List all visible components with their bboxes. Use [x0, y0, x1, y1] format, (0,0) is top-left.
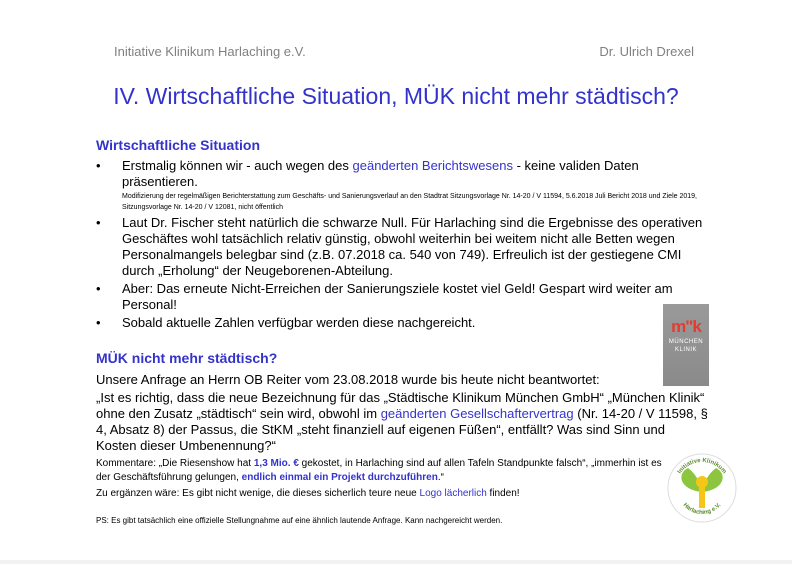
quote-text: (Nr. 14-20 / V 11598, § 4, Absatz 8) der Passus, die StKM „steht finanziell auf eigenen Füßen“, entfällt? Was sind Sinn und Kosten dieser Umbenennung?“	[96, 406, 708, 453]
comment-text: Kommentare: „Die Riesenshow hat	[96, 458, 254, 469]
bullet-glyph: •	[96, 281, 101, 296]
header-organization: Initiative Klinikum Harlaching e.V.	[114, 44, 306, 59]
quote-paragraph	[96, 390, 708, 454]
bullet-glyph: •	[96, 315, 101, 330]
flower-head-icon	[696, 476, 708, 488]
comments-paragraph	[96, 457, 666, 485]
addendum-paragraph	[96, 487, 666, 501]
link-berichtswesen[interactable]: geänderten Berichtswesens	[352, 158, 513, 173]
bullet-item	[96, 158, 706, 190]
bullet-item	[96, 215, 706, 279]
bullet-list	[96, 158, 706, 331]
comment-text: gekostet, in Harlaching sind auf allen Tafeln Standpunkte falsch“, „immerhin ist es der Geschäftsführung gelungen,	[96, 458, 662, 483]
bullet-text: - keine validen Daten präsentieren.	[122, 158, 639, 189]
bullet-item	[96, 315, 706, 331]
footnote-reference: Modifizierung der regelmäßigen Berichterstattung zum Geschäfts- und Sanierungsverlauf an den Stadtrat Sitzungsvorlage Nr. 14-20 / V 11594, 5.6.2018 Juli Bericht 2018 und Ziele 2019, Sitzungsvorlage Nr. 14-20 / V 12081, nicht öffentlich	[122, 193, 697, 211]
ps-note: PS: Es gibt tatsächlich eine offizielle Stellungnahme auf eine ähnlich lautende Anfrage. Kann nachgereicht werden.	[96, 516, 503, 525]
logo-line2: KLINIK	[674, 347, 697, 353]
bullet-item	[96, 281, 706, 313]
flower-stem-icon	[699, 486, 705, 508]
slide-title: IV. Wirtschaftliche Situation, MÜK nicht mehr städtisch?	[113, 83, 679, 109]
seal-bottom-text: Harlaching e.V.	[681, 502, 723, 517]
quote-text: „Ist es richtig, dass die neue Bezeichnung für das „Städtische Klinikum München GmbH“ „München Klinik“ ohne den Zusatz „städtisch“ sein wird, obwohl im	[96, 390, 705, 421]
logo-line1: MÜNCHEN	[668, 339, 704, 345]
seal-top-text: Initiative Klinikum	[676, 457, 728, 476]
section-heading-wirtschaftliche-situation: Wirtschaftliche Situation	[96, 137, 261, 153]
logo-mark: m"k	[671, 317, 701, 336]
intro-text: Unsere Anfrage an Herrn OB Reiter vom 23.08.2018 wurde bis heute nicht beantwortet:	[96, 372, 600, 387]
comment-highlight: endlich einmal ein Projekt durchzuführen	[241, 472, 438, 483]
bullet-text: Erstmalig können wir - auch wegen des	[122, 158, 353, 173]
comment-amount: 1,3 Mio. €	[253, 458, 299, 469]
bullet-glyph: •	[96, 158, 101, 173]
header-author: Dr. Ulrich Drexel	[599, 44, 694, 59]
bullet-text: Laut Dr. Fischer steht natürlich die schwarze Null. Für Harlaching sind die Ergebnisse des operativen Geschäftes wohl tatsächlich relativ günstig, obwohl weiterhin bei weitem nicht alle Betten wegen Personalmangels belegbar sind (z.B. 07.2018 ca. 540 von 749). Erfreulich ist der gestiegene CMI durch „Erholung“ der Neugeborenen-Abteilung.	[122, 215, 703, 278]
addendum-text: Zu ergänzen wäre: Es gibt nicht wenige, die dieses sicherlich teure neue	[96, 488, 420, 499]
initiative-seal-logo	[666, 452, 738, 524]
bullet-text: Sobald aktuelle Zahlen verfügbar werden diese nachgereicht.	[122, 315, 476, 330]
addendum-text: finden!	[486, 488, 520, 499]
section-heading-muek: MÜK nicht mehr städtisch?	[96, 350, 278, 366]
comment-text: .“	[437, 472, 444, 483]
bullet-text: Aber: Das erneute Nicht-Erreichen der Sanierungsziele kostet viel Geld! Gespart wird weiter am Personal!	[122, 281, 673, 312]
link-gesellschaftervertrag[interactable]: geänderten Gesellschaftervertrag	[380, 406, 574, 421]
link-logo[interactable]: Logo lächerlich	[419, 488, 487, 499]
footer-divider	[0, 560, 792, 564]
bullet-glyph: •	[96, 215, 101, 230]
